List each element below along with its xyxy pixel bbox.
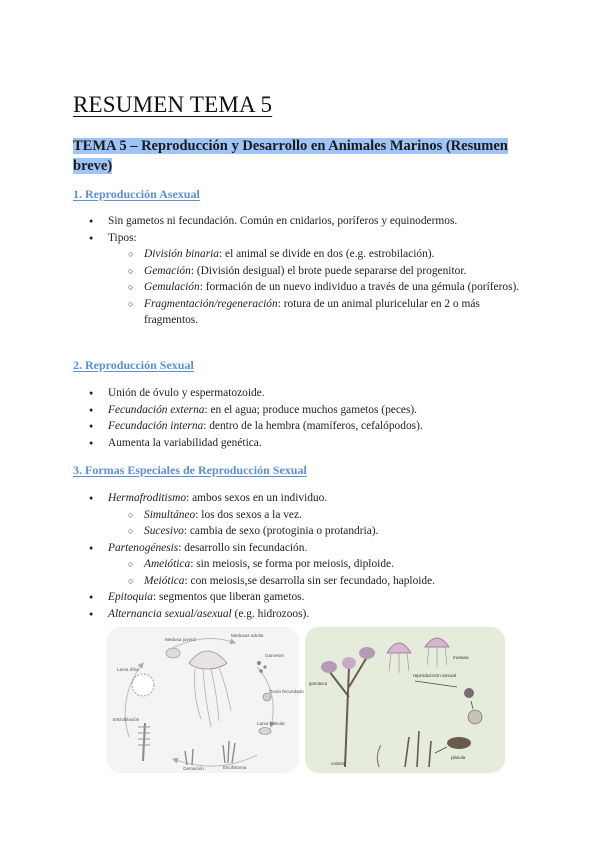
scyphistoma-drawing — [223, 741, 235, 763]
label-egg: Óvulo fecundado — [269, 689, 304, 694]
sub-list-item — [108, 523, 524, 540]
document-subtitle — [73, 136, 513, 176]
list-item — [0, 540, 528, 590]
subtitle-highlight: TEMA 5 – Reproducción y Desarrollo en Animales Marinos (Resumen breve) — [73, 138, 508, 174]
term: División binaria — [144, 248, 219, 260]
definition: : en el agua; produce muchos gametos (peces). — [204, 403, 418, 416]
list-item — [0, 385, 528, 402]
definition: : dentro de la hembra (mamíferos, cefalópodos). — [203, 420, 423, 432]
label-adult-medusa: Medusas adulta — [231, 633, 264, 638]
list-item — [0, 418, 528, 435]
list-item — [0, 213, 528, 230]
cycle-arrow — [415, 681, 457, 687]
list-item — [0, 606, 528, 623]
term: Sucesivo — [144, 525, 184, 537]
list-item — [0, 435, 528, 452]
term: Meiótica — [144, 574, 185, 587]
term: Fecundación externa — [108, 403, 205, 416]
label-juvenile-medusa: Medusa juvenil — [165, 637, 196, 642]
list-item — [0, 230, 528, 329]
term: Gemulación — [144, 281, 200, 293]
term: Gemación — [144, 264, 191, 277]
definition: : los dos sexos a la vez. — [195, 508, 302, 521]
section-2-heading[interactable]: 2. Reproducción Sexual — [73, 358, 194, 372]
figures-row — [107, 627, 505, 775]
term: Hermafroditismo — [108, 492, 187, 504]
definition: : sin meiosis, se forma por meiosis, diploide. — [190, 558, 394, 570]
label-strobilation: Estrobilación — [113, 717, 140, 722]
sub-list-item — [108, 263, 524, 280]
planula-drawing — [447, 737, 471, 749]
sub-list — [108, 507, 528, 540]
definition: : (División desigual) el brote puede separarse del progenitor. — [190, 264, 467, 277]
label-medusa: medusa — [453, 655, 469, 660]
page-title: RESUMEN TEMA 5 — [73, 92, 273, 117]
definition: : desarrollo sin fecundación. — [178, 541, 308, 554]
term: Simultáneo — [144, 508, 196, 521]
section-3-heading[interactable]: 3. Formas Especiales de Reproducción Sexual — [73, 463, 307, 477]
list-item — [0, 402, 528, 419]
life-cycle-illustration — [107, 627, 304, 773]
bullet-text: Sin gametos ni fecundación. Común en cnidarios, poríferos y equinodermos. — [108, 215, 458, 227]
label-budding: Gemación — [183, 766, 204, 771]
bullet-text: Aumenta la variabilidad genética. — [108, 436, 262, 449]
term: Ameiótica — [144, 558, 191, 570]
adult-medusa-drawing — [189, 651, 231, 727]
blastula-drawing — [468, 710, 482, 724]
hydrozoa-alternation-figure — [305, 627, 505, 773]
term: Partenogénesis — [108, 541, 179, 554]
list-item — [0, 490, 528, 540]
bullet-text: Unión de óvulo y espermatozoide. — [108, 387, 265, 399]
label-ephyra: Larva éfira — [117, 667, 139, 672]
section-3-list — [0, 490, 528, 622]
egg-drawing — [464, 688, 474, 698]
definition: : formación de un nuevo individuo a través de una gémula (poríferos). — [199, 281, 520, 293]
hydroid-colony-drawing — [321, 647, 375, 767]
hydrozoa-illustration — [305, 627, 505, 773]
section-1-list — [0, 213, 528, 329]
label-gametes: Gametos — [265, 653, 284, 658]
label-planula: plánula — [451, 755, 466, 760]
budding-polyp-drawing — [185, 749, 193, 765]
section-2-list — [0, 385, 528, 451]
sub-list-item — [108, 507, 524, 524]
stolon-drawing — [377, 745, 381, 767]
sub-list-item — [108, 279, 524, 296]
term: Fecundación interna — [108, 420, 204, 432]
term: Epitoquia — [108, 591, 153, 603]
fertilized-egg-drawing — [263, 693, 271, 701]
section-1-heading[interactable]: 1. Reproducción Asexual — [73, 187, 200, 201]
definition: : el animal se divide en dos (e.g. estrobilación). — [219, 248, 435, 260]
ephyra-larva-drawing — [132, 674, 154, 696]
strobila-drawing — [138, 723, 150, 761]
planula-larva-drawing — [259, 728, 271, 735]
term: Fragmentación/regeneración — [144, 297, 278, 310]
gametes-drawing — [257, 661, 267, 673]
definition: : con meiosis,se desarrolla sin ser fecundado, haploide. — [184, 574, 436, 587]
sub-list-item — [108, 573, 524, 590]
sub-list-item — [108, 296, 524, 329]
young-polyps-drawing — [405, 731, 431, 767]
term: Alternancia sexual/asexual — [108, 607, 232, 620]
label-planula: Larva plánula — [257, 721, 285, 726]
sub-list — [108, 556, 528, 589]
cycle-arrow — [435, 747, 447, 753]
sub-list-item — [108, 556, 524, 573]
label-sexual-reproduction: reproducción sexual — [413, 674, 456, 679]
bullet-text: Tipos: — [108, 231, 137, 244]
label-colony: colonia — [331, 761, 345, 766]
definition: : cambia de sexo (protoginia o protandria). — [183, 525, 379, 537]
sub-list — [108, 246, 528, 329]
cycle-arrow — [471, 701, 473, 709]
list-item — [0, 589, 528, 606]
definition: : rotura de un animal pluricelular en 2 o más fragmentos. — [144, 297, 480, 326]
medusa-drawing — [387, 638, 449, 673]
definition: : segmentos que liberan gametos. — [152, 591, 305, 603]
label-gonotheca: gonoteca — [309, 681, 328, 686]
juvenile-medusa-drawing — [166, 648, 180, 658]
label-scyphistoma: Escifistoma — [223, 765, 247, 770]
definition: (e.g. hidrozoos). — [231, 607, 310, 620]
definition: : ambos sexos en un individuo. — [186, 492, 328, 504]
jellyfish-life-cycle-figure — [107, 627, 304, 773]
sub-list-item — [108, 246, 524, 263]
